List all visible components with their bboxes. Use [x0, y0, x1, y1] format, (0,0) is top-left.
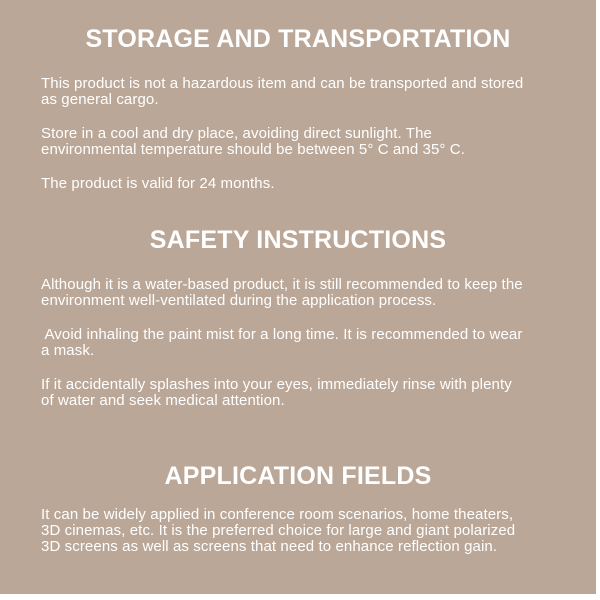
storage-paragraph-2: Store in a cool and dry place, avoiding direct sunlight. The environmental temperature should be between 5° C and 35° C. [41, 125, 465, 158]
safety-paragraph-1: Although it is a water-based product, it is still recommended to keep the environment well-ventilated during the application process. [41, 276, 523, 309]
storage-paragraph-1: This product is not a hazardous item and can be transported and stored as general cargo. [41, 75, 524, 108]
storage-paragraph-3: The product is valid for 24 months. [41, 175, 275, 192]
application-paragraph-1: It can be widely applied in conference room scenarios, home theaters, 3D cinemas, etc. It is the preferred choice for large and giant polarized 3D screens as well as screens that need to enhance reflection gain. [41, 506, 516, 555]
application-fields-heading: APPLICATION FIELDS [164, 462, 432, 490]
safety-paragraph-3: If it accidentally splashes into your eyes, immediately rinse with plenty of water and seek medical attention. [41, 376, 512, 409]
safety-paragraph-2: Avoid inhaling the paint mist for a long time. It is recommended to wear a mask. [41, 326, 523, 359]
storage-transportation-heading: STORAGE AND TRANSPORTATION [85, 25, 511, 53]
safety-instructions-heading: SAFETY INSTRUCTIONS [149, 226, 447, 254]
